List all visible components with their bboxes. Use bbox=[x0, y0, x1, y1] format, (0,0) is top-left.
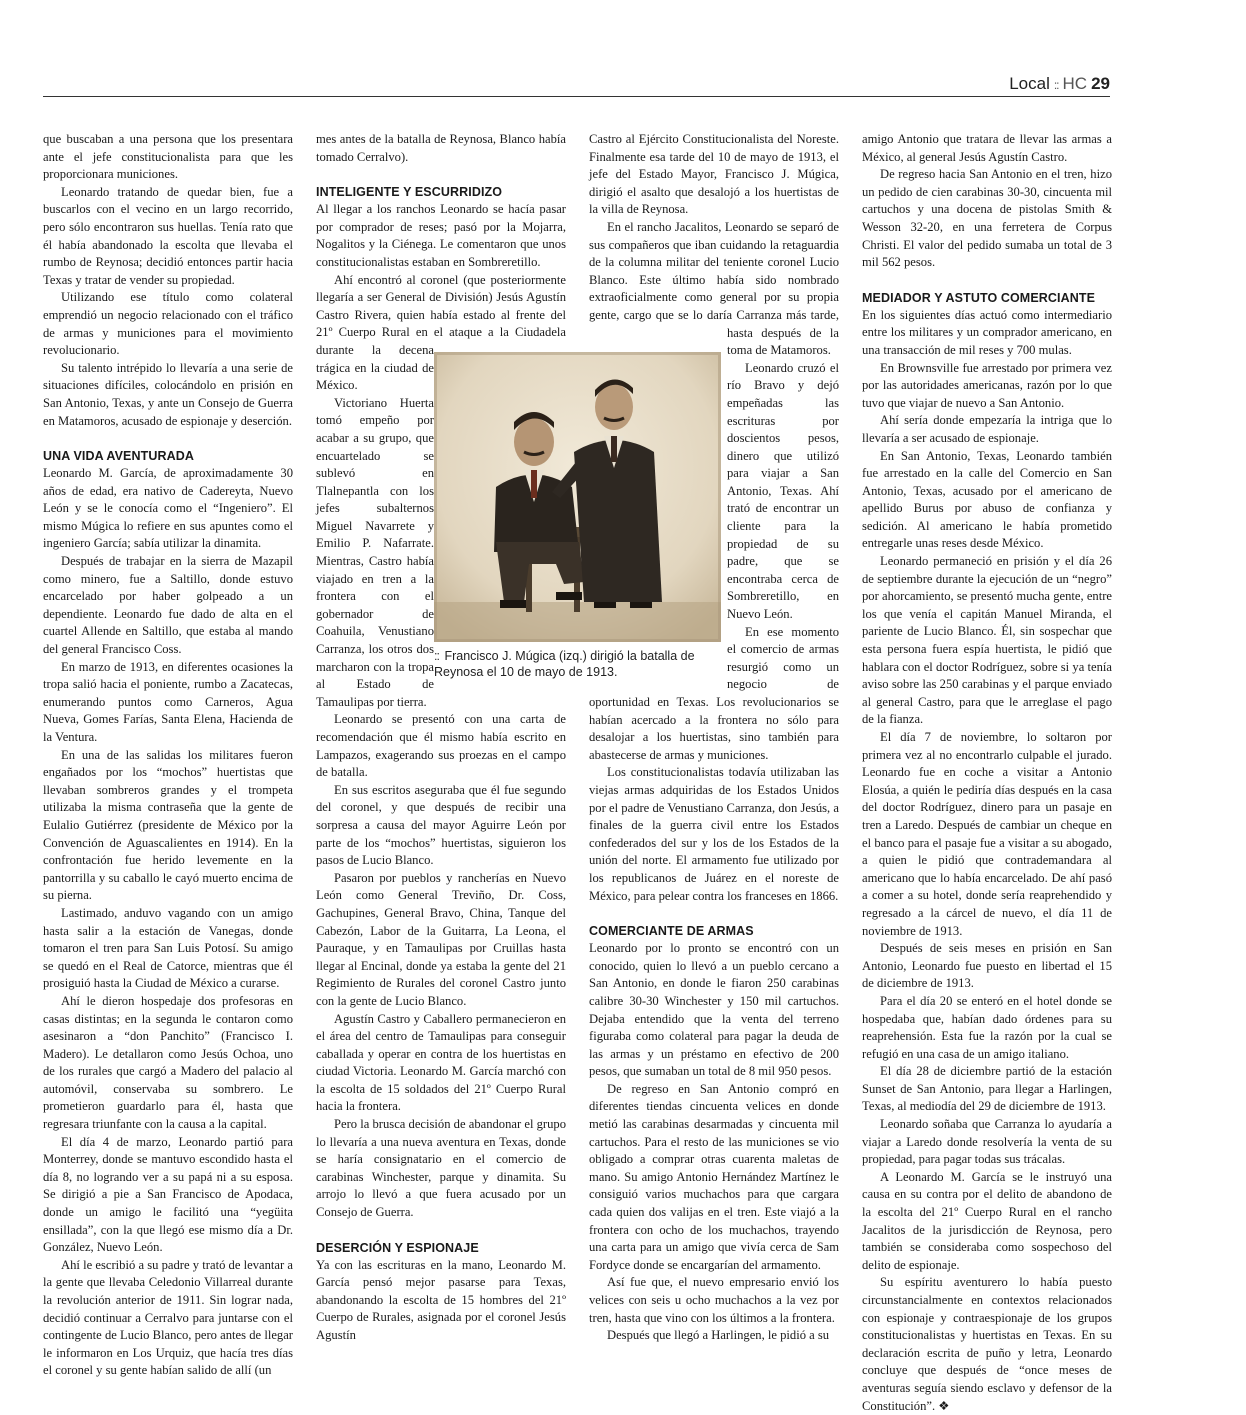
paragraph: A Leonardo M. García se le instruyó una causa en su contra por el delito de abandono de la escolta del 21º Cuerpo Rural en el rancho Jacalitos de la jurisdicción de Reynosa, pero también se consideraba como sospechoso del delito de espionaje. bbox=[862, 1169, 1112, 1272]
subheading: INTELIGENTE Y ESCURRIDIZO bbox=[316, 185, 503, 200]
page-folio bbox=[1009, 74, 1110, 94]
paragraph: Así fue que, el nuevo empresario envió los velices con seis u ocho muchachos a la vez por tren, hasta que vino con los últimos a la frontera. bbox=[589, 1275, 839, 1325]
photo-figure bbox=[434, 352, 721, 680]
paragraph: Utilizando ese título como colateral emprendió un negocio relacionado con el tráfico de armas y municiones para el movimiento revolucionario. bbox=[43, 290, 293, 358]
photo-caption bbox=[434, 648, 721, 680]
paragraph: Leonardo tratando de quedar bien, fue a buscarlos con el vecino en un largo recorrido, pero sólo encontraron sus huellas. Tenía rato que él había abandonado la escolta que llevaba el rumbo de Reynosa; decidió entonces partir hacia Texas y tratar de vender su propiedad. bbox=[43, 184, 293, 287]
separator-mark: :: bbox=[1053, 78, 1059, 92]
paragraph: Castro al Ejército Constitucionalista del Noreste. Finalmente esa tarde del 10 de mayo de 1913, el jefe del Estado Mayor, Francisco J. Múgica, dirigió el asalto que desalojó a los huertistas de la villa de Reynosa. bbox=[589, 132, 839, 217]
paragraph: Leonardo soñaba que Carranza lo ayudaría a viajar a Laredo donde resolvería la venta de su propiedad, para pagar todas sus trácalas. bbox=[862, 1117, 1112, 1167]
paragraph: Ya con las escrituras en la mano, Leonardo M. García pensó mejor pasarse para Texas, abandonando la escolta de 15 hombres del 21º Cuerpo de Rurales, asignada por el coronel Jesús Agustín bbox=[316, 1257, 566, 1342]
paragraph: mes antes de la batalla de Reynosa, Blanco había tomado Cerralvo). bbox=[316, 132, 566, 164]
paragraph: Para el día 20 se enteró en el hotel donde se hospedaba que, habían dado órdenes para su reaprehensión. Esta fue la razón por la cual se refugió en una casa de un amigo italiano. bbox=[862, 993, 1112, 1061]
paragraph: El día 4 de marzo, Leonardo partió para Monterrey, donde se mantuvo escondido hasta el día 8, no logrando ver a su papá ni a su esposa. Se dirigió a pie a San Francisco de Apodaca, donde un amigo le facilitó una “yegüita ensillada”, con la que llegó ese mismo día a Dr. González, Nuevo León. bbox=[43, 1134, 293, 1255]
page-number: 29 bbox=[1091, 74, 1110, 93]
paragraph: Ahí sería donde empezaría la intriga que lo llevaría a ser acusado de espionaje. bbox=[862, 413, 1112, 445]
paragraph: Pasaron por pueblos y rancherías en Nuevo León como General Treviño, Dr. Coss, Gachupines, General Bravo, China, Tanque del Cabezón, Labor de la Guitarra, La Leona, el Pauraque, y en Tamaulipas por Cruillas hasta llegar al Encinal, donde ya estaba la gente del 21 Regimiento de Rurales del coronel Castro junto con la gente de Lucio Blanco. bbox=[316, 870, 566, 1008]
paragraph: Leonardo cruzó el río Bravo y dejó empeñadas las escrituras por doscientos pesos, dinero que utilizó para viajar a San Antonio, Texas. Ahí trató de encontrar un cliente para la propiedad de su padre, que se encontraba cerca de Sombreretillo, en Nuevo León. bbox=[727, 360, 839, 622]
column-4 bbox=[862, 131, 1112, 1415]
subheading: UNA VIDA AVENTURADA bbox=[43, 449, 194, 464]
paragraph: Victoriano Huerta tomó empeño por acabar a su grupo, que encuartelado se sublevó en Tlalnepantla con los jefes subalternos Miguel Navarrete y Emilio P. Nafarrate. Mientras, Castro había viajado en tren a la frontera con el gobernador de Coahuila, Venustiano Carranza, los otros dos marcharon con la tropa al Estado de Tamaulipas por tierra. bbox=[316, 395, 434, 709]
paragraph: En marzo de 1913, en diferentes ocasiones la tropa salió hacia el poniente, rumbo a Zacatecas, enumerando puntos como Carneros, Agua Nueva, Gomes Farías, Santa Elena, Hacienda de la Ventura. bbox=[43, 659, 293, 744]
paragraph: En Brownsville fue arrestado por primera vez por las autoridades americanas, razón por lo que tuvo que viajar de nuevo a San Antonio. bbox=[862, 360, 1112, 410]
subheading: DESERCIÓN Y ESPIONAJE bbox=[316, 1240, 479, 1255]
paragraph: Al llegar a los ranchos Leonardo se hacía pasar por comprador de reses; pasó por la Mojarra, Nogalitos y la Ciénega. Le comentaron que unos constitucionalistas estaban en Sombreretillo. bbox=[316, 202, 566, 269]
column-2 bbox=[316, 131, 566, 1345]
paragraph: De regreso hacia San Antonio en el tren, hizo un pedido de cien carabinas 30-30, cincuenta mil cartuchos y una docena de pistolas Smith & Wesson 32-20, en una ferretera de Corpus Christi. El valor del pedido sumaba un total de 3 mil 562 pesos. bbox=[862, 167, 1112, 270]
paragraph: El día 28 de diciembre partió de la estación Sunset de San Antonio, para llegar a Harlingen, Texas, al mediodía del 29 de diciembre de 1913. bbox=[862, 1064, 1112, 1114]
end-mark: ❖ bbox=[935, 1398, 950, 1413]
section-name: Local bbox=[1009, 74, 1050, 93]
paragraph: Leonardo permaneció en prisión y el día 26 de septiembre durante la ejecución de un “negro” por ahorcamiento, se presentó mucha gente, entre los que venía el capitán Manuel Miranda, el pariente de Lucio Blanco. Él, sin sospechar que esta persona fuera espía huertista, le pidió que hablara con el doctor Rodríguez, sobre si ya tenía aviso sobre las 250 carabinas y el parque enviado al general Castro, para que le arreglase el pago de la fianza. bbox=[862, 554, 1112, 727]
paragraph: En San Antonio, Texas, Leonardo también fue arrestado en la calle del Comercio en San Antonio, Texas, acusado por el americano de apellido Burus por abuso de confianza y sedición. Al americano le había prometido entregarle unas reses desde México. bbox=[862, 448, 1112, 551]
paragraph bbox=[862, 1274, 1112, 1415]
portrait-illustration bbox=[434, 352, 721, 642]
brand-name: HC bbox=[1062, 74, 1088, 93]
paragraph: Ahí le escribió a su padre y trató de levantar a la gente que llevaba Celedonio Villarreal durante la revolución anterior de 1911. Sin lograr nada, decidió continuar a Cerralvo para juntarse con el contingente de Lucio Blanco, pero antes de llegar le informaron en Los Urquiz, que hacía tres días el coronel y su gente habían salido de allí (un bbox=[43, 1257, 293, 1378]
paragraph: Pero la brusca decisión de abandonar el grupo lo llevaría a una nueva aventura en Texas, donde se haría consignatario en el comercio de carabinas Winchester, parque y dinamita. Su arrojo lo llevó a que fuera acusado por un Consejo de Guerra. bbox=[316, 1117, 566, 1220]
paragraph: Leonardo M. García, de aproximadamente 30 años de edad, era nativo de Cadereyta, Nuevo León y se le conocía como el “Ingeniero”. El mismo Múgica lo refiere en sus apuntes como el ingeniero García; sabía utilizar la dinamita. bbox=[43, 466, 293, 551]
paragraph: Después de trabajar en la sierra de Mazapil como minero, fue a Saltillo, donde estuvo encarcelado por haber golpeado a un dependiente. Leonardo fue dado de alta en el cuartel Allende en Saltillo, que estaba al mando del general Francisco Coss. bbox=[43, 554, 293, 657]
paragraph-text: Su espíritu aventurero lo había puesto circunstancialmente en contextos relacionados con espionaje y contraespionaje de los grupos constitucionalistas y huertistas en Texas. En su declaración escrita de puño y letra, Leonardo concluye que después de “once meses de aventuras seguía siendo esclavo y defensor de la Constitución”. bbox=[862, 1275, 1112, 1413]
paragraph: Agustín Castro y Caballero permanecieron en el área del centro de Tamaulipas para conseguir caballada y operar en contra de los huertistas en ciudad Victoria. Leonardo M. García marchó con la escolta de 15 soldados del 21º Cuerpo Rural hacia la frontera. bbox=[316, 1011, 566, 1114]
paragraph: que buscaban a una persona que los presentara ante el jefe constitucionalista para que les proporcionara municiones. bbox=[43, 132, 293, 182]
paragraph: De regreso en San Antonio compró en diferentes tiendas cincuenta velices en donde metió las carabinas desarmadas y cincuenta mil cartuchos. Para el resto de las municiones se vio obligado a comprar otras cuarenta maletas de mano. Su amigo Antonio Hernández Martínez le consiguió varios muchachos para que cargara cada quien dos valijas en el tren. Este viajó a la frontera con ocho de los muchachos, trayendo una carta para un amigo que vivía cerca de Sam Fordyce donde se encargarían del armamento. bbox=[589, 1081, 839, 1272]
caption-text: Francisco J. Múgica (izq.) dirigió la batalla de Reynosa el 10 de mayo de 1913. bbox=[434, 649, 695, 679]
paragraph: El día 7 de noviembre, lo soltaron por primera vez al no encontrarlo culpable el jurado. Leonardo fue en coche a visitar a Antonio Elosúa, a quién le pediría días después en la casa del doctor Rodríguez, dinero para un pasaje en tren a Laredo. Después de cambiar un cheque en el banco para el pasaje fue a visitar a su abogado, a quien le pidió que contrademandara al americano que lo había encarcelado. De ahí pasó a comer a su hotel, donde sería reaprehendido y regresado a la cárcel de nuevo, el día 11 de noviembre de 1913. bbox=[862, 730, 1112, 938]
paragraph: En los siguientes días actuó como intermediario entre los militares y un comprador americano, en una transacción de mil reses y 700 mulas. bbox=[862, 307, 1112, 357]
historic-photo bbox=[434, 352, 721, 642]
subheading: COMERCIANTE DE ARMAS bbox=[589, 924, 754, 939]
paragraph: En sus escritos aseguraba que él fue segundo del coronel, y que después de recibir una sorpresa a causa del mayor Aguirre León por parte de los “mochos” huertistas, siguieron los pasos de Lucio Blanco. bbox=[316, 782, 566, 868]
paragraph: Ahí encontró al coronel (que posteriormente llegaría a ser General de División) Jesús Agustín Castro Rivera, quien había estado al frente del 21º Cuerpo Rural en el ataque a la Ciudadela durante la decena trágica en la ciudad de México. bbox=[316, 272, 566, 393]
caption-mark: :: bbox=[434, 649, 439, 663]
paragraph: Leonardo por lo pronto se encontró con un conocido, quien lo llevó a un pueblo cercano a San Antonio, en donde le fiaron 250 carabinas calibre 30-30 Winchester y 150 mil cartuchos. Dejaba entendido que la venta del terreno figuraba como colateral para pagar la deuda de las armas y un préstamo en efectivo de 200 pesos, que sumaban un total de 8 mil 950 pesos. bbox=[589, 941, 839, 1079]
paragraph: Los constitucionalistas todavía utilizaban las viejas armas adquiridas de los Estados Unidos por el padre de Venustiano Carranza, don Jesús, a finales de la guerra civil entre los Estados confederados del sur y los de los Estados de la unión del norte. El armamento fue utilizado por los republicanos de Juárez en el noreste de México, para pelear contra los franceses en 1866. bbox=[589, 765, 839, 903]
header-rule bbox=[43, 96, 1110, 97]
paragraph: En el rancho Jacalitos, Leonardo se separó de sus compañeros que iban cuidando la retaguardia de la columna militar del teniente coronel Lucio Blanco. Este último había sido nombrado extraoficialmente como general por su propia gente, cargo que se lo daría Carranza más tarde, hasta después de la toma de Matamoros. bbox=[589, 219, 839, 358]
paragraph: Lastimado, anduvo vagando con un amigo hasta salir a la estación de Vanegas, donde tomaron el tren para San Luis Potosí. Su amigo se quedó en el Real de Catorce, mientras que él prosiguió hasta la Ciudad de México a curarse. bbox=[43, 905, 293, 991]
paragraph: Después que llegó a Harlingen, le pidió a su bbox=[607, 1328, 830, 1343]
paragraph: amigo Antonio que tratara de llevar las armas a México, al general Jesús Agustín Castro. bbox=[862, 132, 1112, 164]
paragraph: Ahí le dieron hospedaje dos profesoras en casas distintas; en la segunda le contaron como asesinaron a “don Panchito” (Francisco I. Madero). Le detallaron como Jesús Ochoa, uno de los rurales que cargó a Madero del palacio al automóvil, conservaba su sombrero. Le prometieron guardarlo para él, hasta que regresara triunfante con la causa a la capital. bbox=[43, 993, 293, 1132]
subheading: MEDIADOR Y ASTUTO COMERCIANTE bbox=[862, 290, 1096, 305]
paragraph: En ese momento el comercio de armas resurgió como un negocio de oportunidad en Texas. Los revolucionarios se habían acercado a la frontera no sólo para desalojar a los huertistas, sino también para abastecerse de armas y municiones. bbox=[589, 624, 839, 762]
paragraph: Después de seis meses en prisión en San Antonio, Leonardo fue puesto en libertad el 15 de diciembre de 1913. bbox=[862, 941, 1112, 991]
paragraph: En una de las salidas los militares fueron engañados por los “mochos” huertistas que llevaban sombreros grandes y el trompeta utilizaba la misma contraseña que la gente de Eulalio Gutiérrez (presidente de México por la Convención de Aguascalientes en 1914). En la confrontación fue herido levemente en la pantorrilla y su caballo le cayó muerto encima de su pierna. bbox=[43, 747, 293, 903]
column-3 bbox=[589, 131, 839, 1345]
paragraph: Leonardo se presentó con una carta de recomendación que él mismo había escrito en Lampazos, exagerando sus proezas en el campo de batalla. bbox=[316, 712, 566, 780]
paragraph: Su talento intrépido lo llevaría a una serie de situaciones difíciles, colocándolo en prisión en San Antonio, Texas, y ante un Consejo de Guerra en Matamoros, acusado de espionaje y deserción. bbox=[43, 360, 293, 428]
column-1 bbox=[43, 131, 293, 1380]
